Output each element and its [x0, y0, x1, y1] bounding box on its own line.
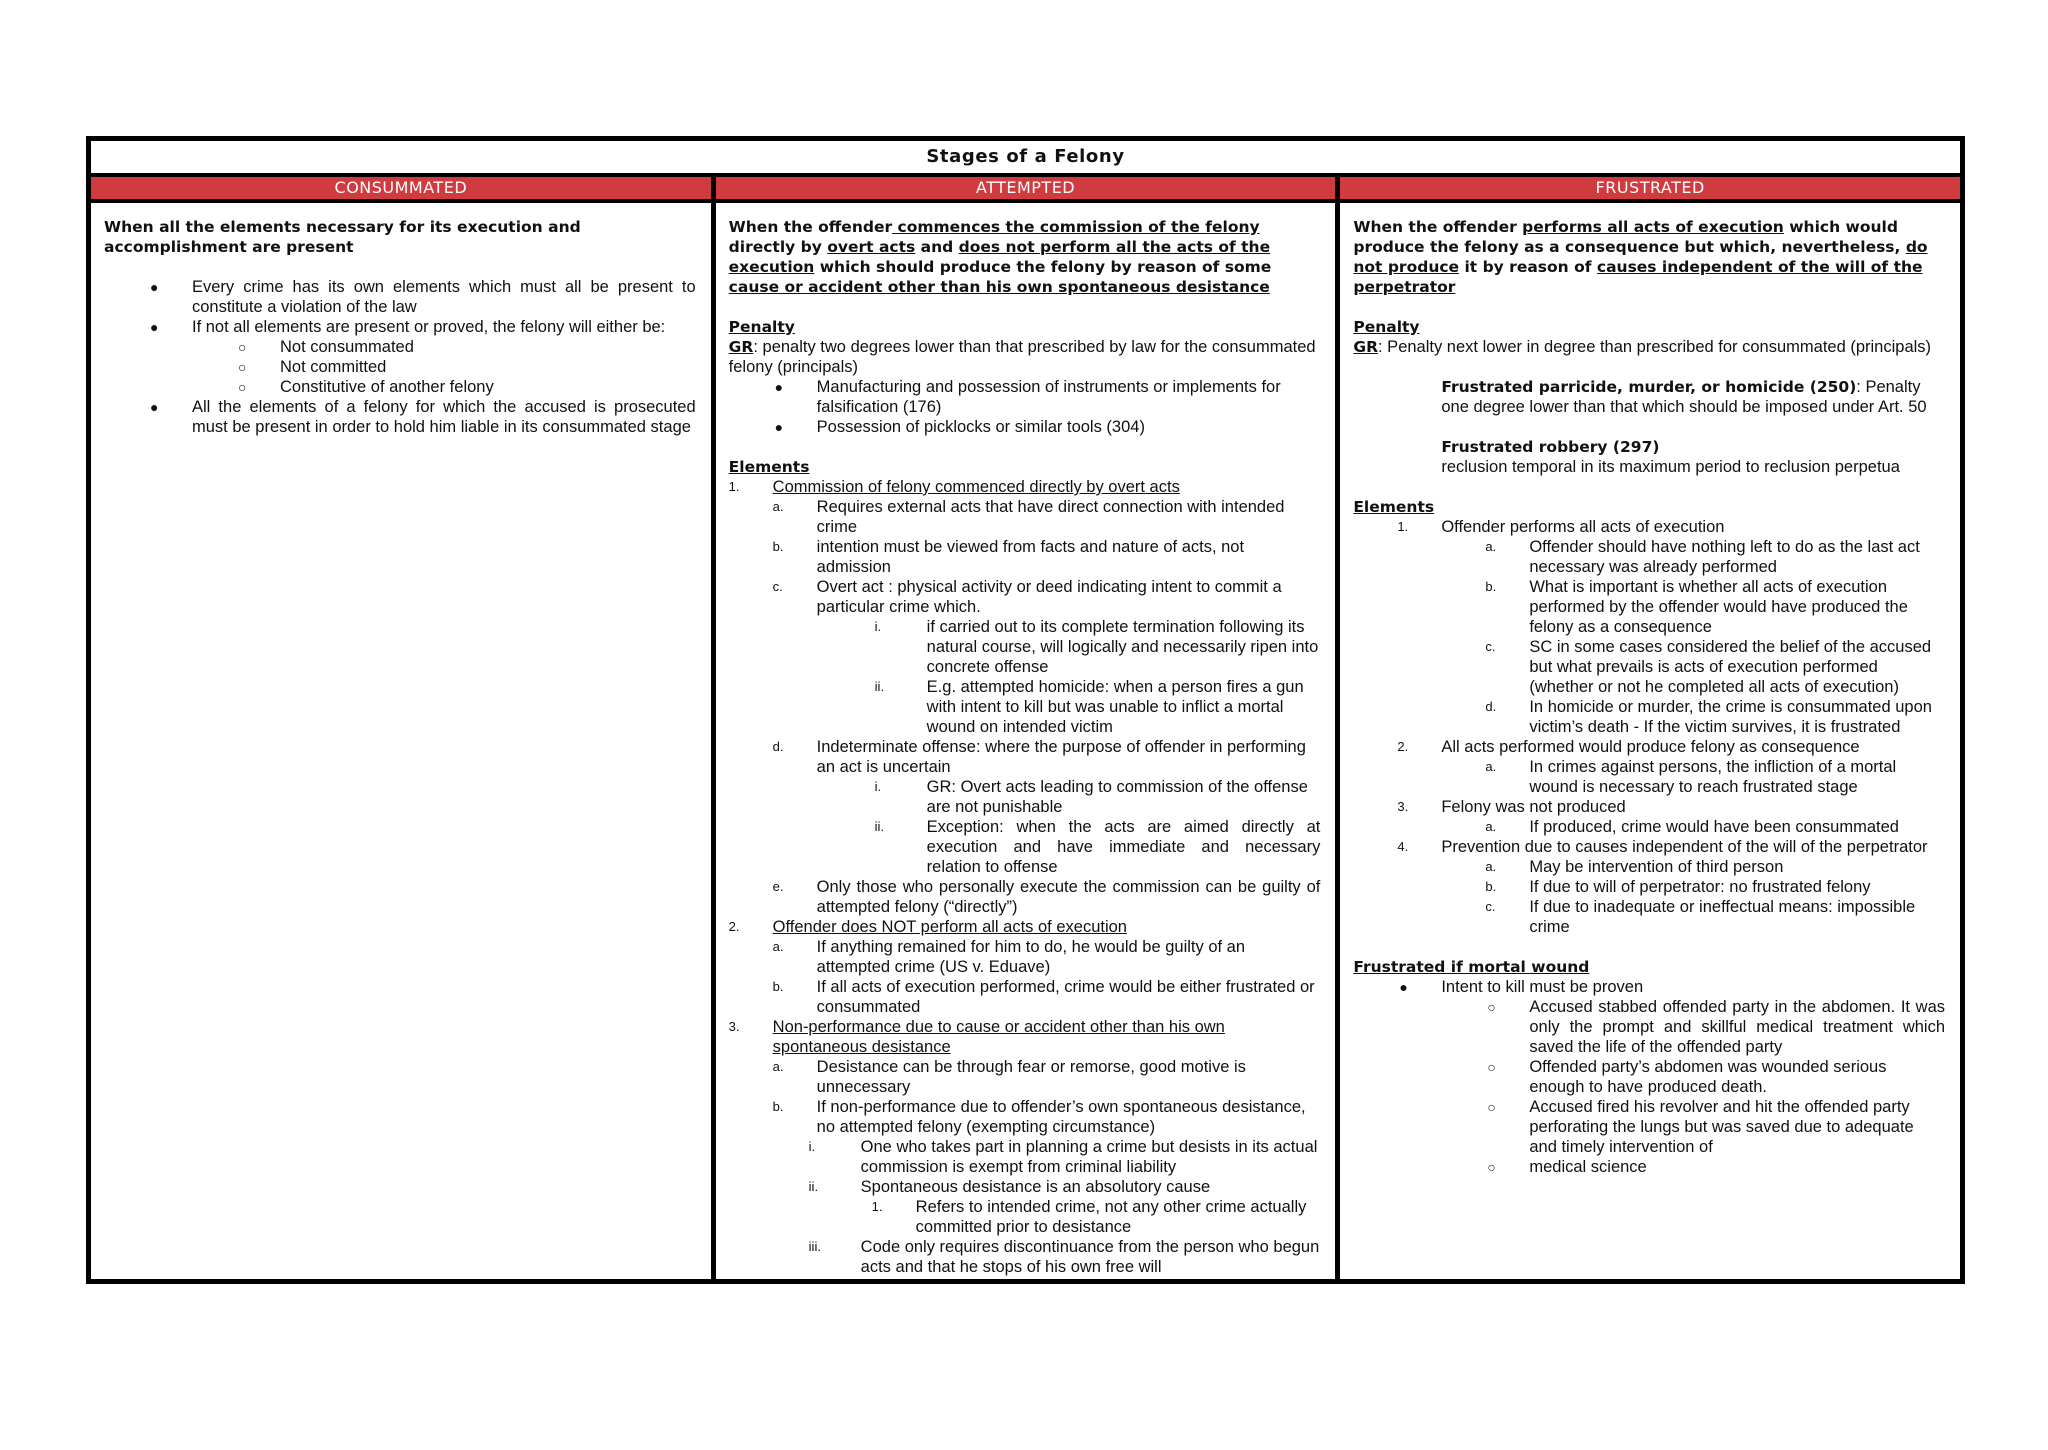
bullet-icon: ● — [150, 399, 159, 415]
list-item: 2. All acts performed would produce felony as consequence a. In crimes against persons, the infliction of a mortal wound is necessary to reach frustrated stage — [1441, 737, 1945, 797]
circle-bullet-icon: ○ — [238, 379, 247, 395]
list-item: 3. Non-performance due to cause or accident other than his own spontaneous desistance a. Desistance can be through fear or remorse, good motive is unnecessary b. If non-performance due to offender’s own spontaneous desistance, no attempted felony (exempting circumstance) i. One who takes part in planning a crime but desists in its actual commission is exempt from criminal liability ii. Spontaneous desistance is an absolutory cause 1. Refers to intended crime, not any other crime actually committed prior to desistance iii. Code only requires discontinuance from the person who begun acts and that he stops of his own free will — [728, 1018, 1320, 1276]
list-item: iii. Code only requires discontinuance from the person who begun acts and that he stops of his own free will — [808, 1238, 1320, 1276]
list-item: i. GR: Overt acts leading to commission of the offense are not punishable — [874, 778, 1308, 816]
frustrated-mortal-list — [1353, 977, 1945, 1177]
attempted-elements-list — [729, 477, 1321, 1277]
attempted-definition: When the offender commences the commission of the felony directly by overt acts and does not perform all the acts of the execution which should produce the felony by reason of some cause or accident other than his own spontaneous desistance — [728, 218, 1272, 296]
attempted-penalty-list — [729, 377, 1321, 437]
list-item: a. Desistance can be through fear or remorse, good motive is unnecessary — [772, 1058, 1246, 1096]
list-item: ○ Not consummated — [238, 338, 414, 356]
list-item: ● Intent to kill must be proven ○ Accused stabbed offended party in the abdomen. It was only the prompt and skillful medical treatment which saved the life of the offended party ○ Offended party’s abdomen was wounded serious enough to have produced death. ○ Accused fired his revolver and hit the offended party perforating the lungs but was saved due to adequate and timely intervention of ○ medical science — [1399, 978, 1946, 1176]
list-item: a. May be intervention of third person — [1485, 858, 1784, 876]
circle-bullet-icon: ○ — [1487, 999, 1496, 1015]
header-consummated: CONSUMMATED — [91, 177, 711, 203]
frustrated-penalty-text: GR: Penalty next lower in degree than prescribed for consummated (principals) — [1353, 338, 1932, 356]
list-item: ○ Accused stabbed offended party in the abdomen. It was only the prompt and skillful medical treatment which saved the life of the offended party — [1487, 998, 1946, 1056]
column-frustrated — [1340, 177, 1960, 1279]
list-item: 3. Felony was not produced a. If produced, crime would have been consummated — [1441, 797, 1945, 837]
list-item: b. If due to will of perpetrator: no frustrated felony — [1485, 878, 1871, 896]
frustrated-robbery-note: Frustrated robbery (297) reclusion temporal in its maximum period to reclusion perpetua — [1441, 438, 1900, 476]
header-attempted: ATTEMPTED — [716, 177, 1336, 203]
consummated-definition: When all the elements necessary for its execution and accomplishment are present — [104, 218, 581, 256]
table-title: Stages of a Felony — [91, 141, 1960, 177]
list-item: b. intention must be viewed from facts and nature of acts, not admission — [772, 538, 1245, 576]
attempted-elements-heading: Elements — [728, 458, 810, 476]
list-item: c. If due to inadequate or ineffectual means: impossible crime — [1485, 898, 1916, 936]
felony-stages-table — [86, 136, 1965, 1284]
column-consummated — [91, 177, 716, 1279]
list-item: ● If not all elements are present or proved, the felony will either be: ○ Not consummated ○ Not committed ○ Constitutive of another felony — [192, 317, 696, 397]
attempted-body — [716, 203, 1336, 1277]
consummated-body — [91, 203, 711, 437]
list-item: b. If all acts of execution performed, crime would be either frustrated or consummated — [772, 978, 1315, 1016]
circle-bullet-icon: ○ — [1487, 1159, 1496, 1175]
bullet-icon: ● — [150, 279, 159, 295]
list-item: 2. Offender does NOT perform all acts of execution a. If anything remained for him to do, he would be guilty of an attempted crime (US v. Eduave) b. If all acts of execution performed, crime would be either frustrated or consummated — [773, 917, 1321, 1017]
list-item: 1. Refers to intended crime, not any other crime actually committed prior to desistance — [871, 1198, 1307, 1236]
frustrated-elements-heading: Elements — [1353, 498, 1435, 516]
list-item: ii. Exception: when the acts are aimed directly at execution and have immediate and necessary relation to offense — [874, 818, 1321, 876]
frustrated-body — [1340, 203, 1960, 1177]
circle-bullet-icon: ○ — [1487, 1099, 1496, 1115]
list-item: 1. Commission of felony commenced directly by overt acts a. Requires external acts that have direct connection with intended crime b. intention must be viewed from facts and nature of acts, not admission c. Overt act : physical activity or deed indicating intent to commit a particular crime which. i. if carried out to its complete termination following its natural course, will logically and necessarily ripen into concrete offense ii. E.g. attempted homicide: when a person fires a gun with intent to kill but was unable to inflict a mortal wound on intended victim d. Indeterminate offense: where the purpose of offender in performing an act is uncertain i. GR: Overt acts leading to commission of the offense are not punishable ii. Exception: when the acts are aimed directly at execution and have immediate and necessary relation to offense e. Only those who personally execute the commission can be guilty of attempted felony (“directly”) — [728, 478, 1321, 916]
list-item: ii. Spontaneous desistance is an absolutory cause 1. Refers to intended crime, not any other crime actually committed prior to desistance — [861, 1177, 1321, 1237]
list-item: b. What is important is whether all acts of execution performed by the offender would have produced the felony as a consequence — [1485, 578, 1908, 636]
list-item: ○ Offended party’s abdomen was wounded serious enough to have produced death. — [1487, 1058, 1887, 1096]
list-item: a. If anything remained for him to do, he would be guilty of an attempted crime (US v. Eduave) — [772, 938, 1246, 976]
circle-bullet-icon: ○ — [238, 359, 247, 375]
frustrated-parricide-note: Frustrated parricide, murder, or homicide (250): Penalty one degree lower than that which should be imposed under Art. 50 — [1441, 378, 1927, 416]
list-item: d. In homicide or murder, the crime is consummated upon victim’s death - If the victim survives, it is frustrated — [1485, 698, 1932, 736]
list-item: ○ Accused fired his revolver and hit the offended party perforating the lungs but was saved due to adequate and timely intervention of — [1487, 1098, 1914, 1156]
bullet-icon: ● — [150, 319, 159, 335]
bullet-icon: ● — [774, 379, 784, 395]
list-item: 4. Prevention due to causes independent of the will of the perpetrator a. May be intervention of third person b. If due to will of perpetrator: no frustrated felony c. If due to inadequate or ineffectual means: impossible crime — [1441, 837, 1945, 937]
list-item: ii. E.g. attempted homicide: when a person fires a gun with intent to kill but was unable to inflict a mortal wound on intended victim — [874, 678, 1304, 736]
header-frustrated: FRUSTRATED — [1340, 177, 1960, 203]
list-item: e. Only those who personally execute the commission can be guilty of attempted felony (“directly”) — [772, 878, 1321, 916]
list-item: i. if carried out to its complete termination following its natural course, will logically and necessarily ripen into concrete offense — [874, 618, 1319, 676]
bullet-icon: ● — [1399, 979, 1408, 995]
list-item: a. Requires external acts that have direct connection with intended crime — [772, 498, 1285, 536]
frustrated-definition: When the offender performs all acts of execution which would produce the felony as a consequence but which, nevertheless, do not produce it by reason of causes independent of the will of the perpetrator — [1353, 218, 1928, 296]
circle-bullet-icon: ○ — [238, 339, 247, 355]
list-item: ○ medical science — [1487, 1158, 1647, 1176]
list-item: a. Offender should have nothing left to do as the last act necessary was already performed — [1485, 538, 1920, 576]
circle-bullet-icon: ○ — [1487, 1059, 1496, 1075]
list-item: ○ Not committed — [238, 358, 387, 376]
bullet-icon: ● — [774, 419, 784, 435]
list-item: a. If produced, crime would have been consummated — [1485, 818, 1899, 836]
list-item: i. One who takes part in planning a crime but desists in its actual commission is exempt from criminal liability — [808, 1138, 1318, 1176]
list-item: ● Manufacturing and possession of instruments or implements for falsification (176) — [774, 378, 1281, 416]
frustrated-elements-list — [1353, 517, 1945, 937]
list-item: 1. Offender performs all acts of execution a. Offender should have nothing left to do as the last act necessary was already performed b. What is important is whether all acts of execution performed by the offender would have produced the felony as a consequence c. SC in some cases considered the belief of the accused but what prevails is acts of execution performed (whether or not he completed all acts of execution) d. In homicide or murder, the crime is consummated upon victim’s death - If the victim survives, it is frustrated — [1441, 517, 1945, 737]
list-item: ● All the elements of a felony for which the accused is prosecuted must be present in order to hold him liable in its consummated stage — [150, 398, 696, 436]
consummated-bullet-list — [104, 277, 696, 437]
list-item: d. Indeterminate offense: where the purpose of offender in performing an act is uncertain i. GR: Overt acts leading to commission of the offense are not punishable ii. Exception: when the acts are aimed directly at execution and have immediate and necessary relation to offense — [772, 738, 1321, 876]
column-attempted — [716, 177, 1341, 1279]
attempted-penalty-heading: Penalty — [728, 318, 795, 336]
list-item: a. In crimes against persons, the infliction of a mortal wound is necessary to reach frustrated stage — [1485, 758, 1897, 796]
list-item: c. SC in some cases considered the belief of the accused but what prevails is acts of execution performed (whether or not he completed all acts of execution) — [1485, 638, 1932, 696]
list-item: c. Overt act : physical activity or deed indicating intent to commit a particular crime which. i. if carried out to its complete termination following its natural course, will logically and necessarily ripen into concrete offense ii. E.g. attempted homicide: when a person fires a gun with intent to kill but was unable to inflict a mortal wound on intended victim — [817, 577, 1321, 737]
attempted-penalty-text: GR: penalty two degrees lower than that prescribed by law for the consummated felony (principals) — [728, 338, 1316, 376]
list-item: b. If non-performance due to offender’s own spontaneous desistance, no attempted felony (exempting circumstance) i. One who takes part in planning a crime but desists in its actual commission is exempt from criminal liability ii. Spontaneous desistance is an absolutory cause 1. Refers to intended crime, not any other crime actually committed prior to desistance iii. Code only requires discontinuance from the person who begun acts and that he stops of his own free will — [772, 1098, 1320, 1276]
frustrated-mortal-heading: Frustrated if mortal wound — [1353, 958, 1590, 976]
list-item: ○ Constitutive of another felony — [238, 378, 494, 396]
list-item: ● Possession of picklocks or similar tools (304) — [774, 418, 1145, 436]
list-item: ● Every crime has its own elements which must all be present to constitute a violation of the law — [150, 278, 696, 316]
frustrated-penalty-heading: Penalty — [1353, 318, 1420, 336]
